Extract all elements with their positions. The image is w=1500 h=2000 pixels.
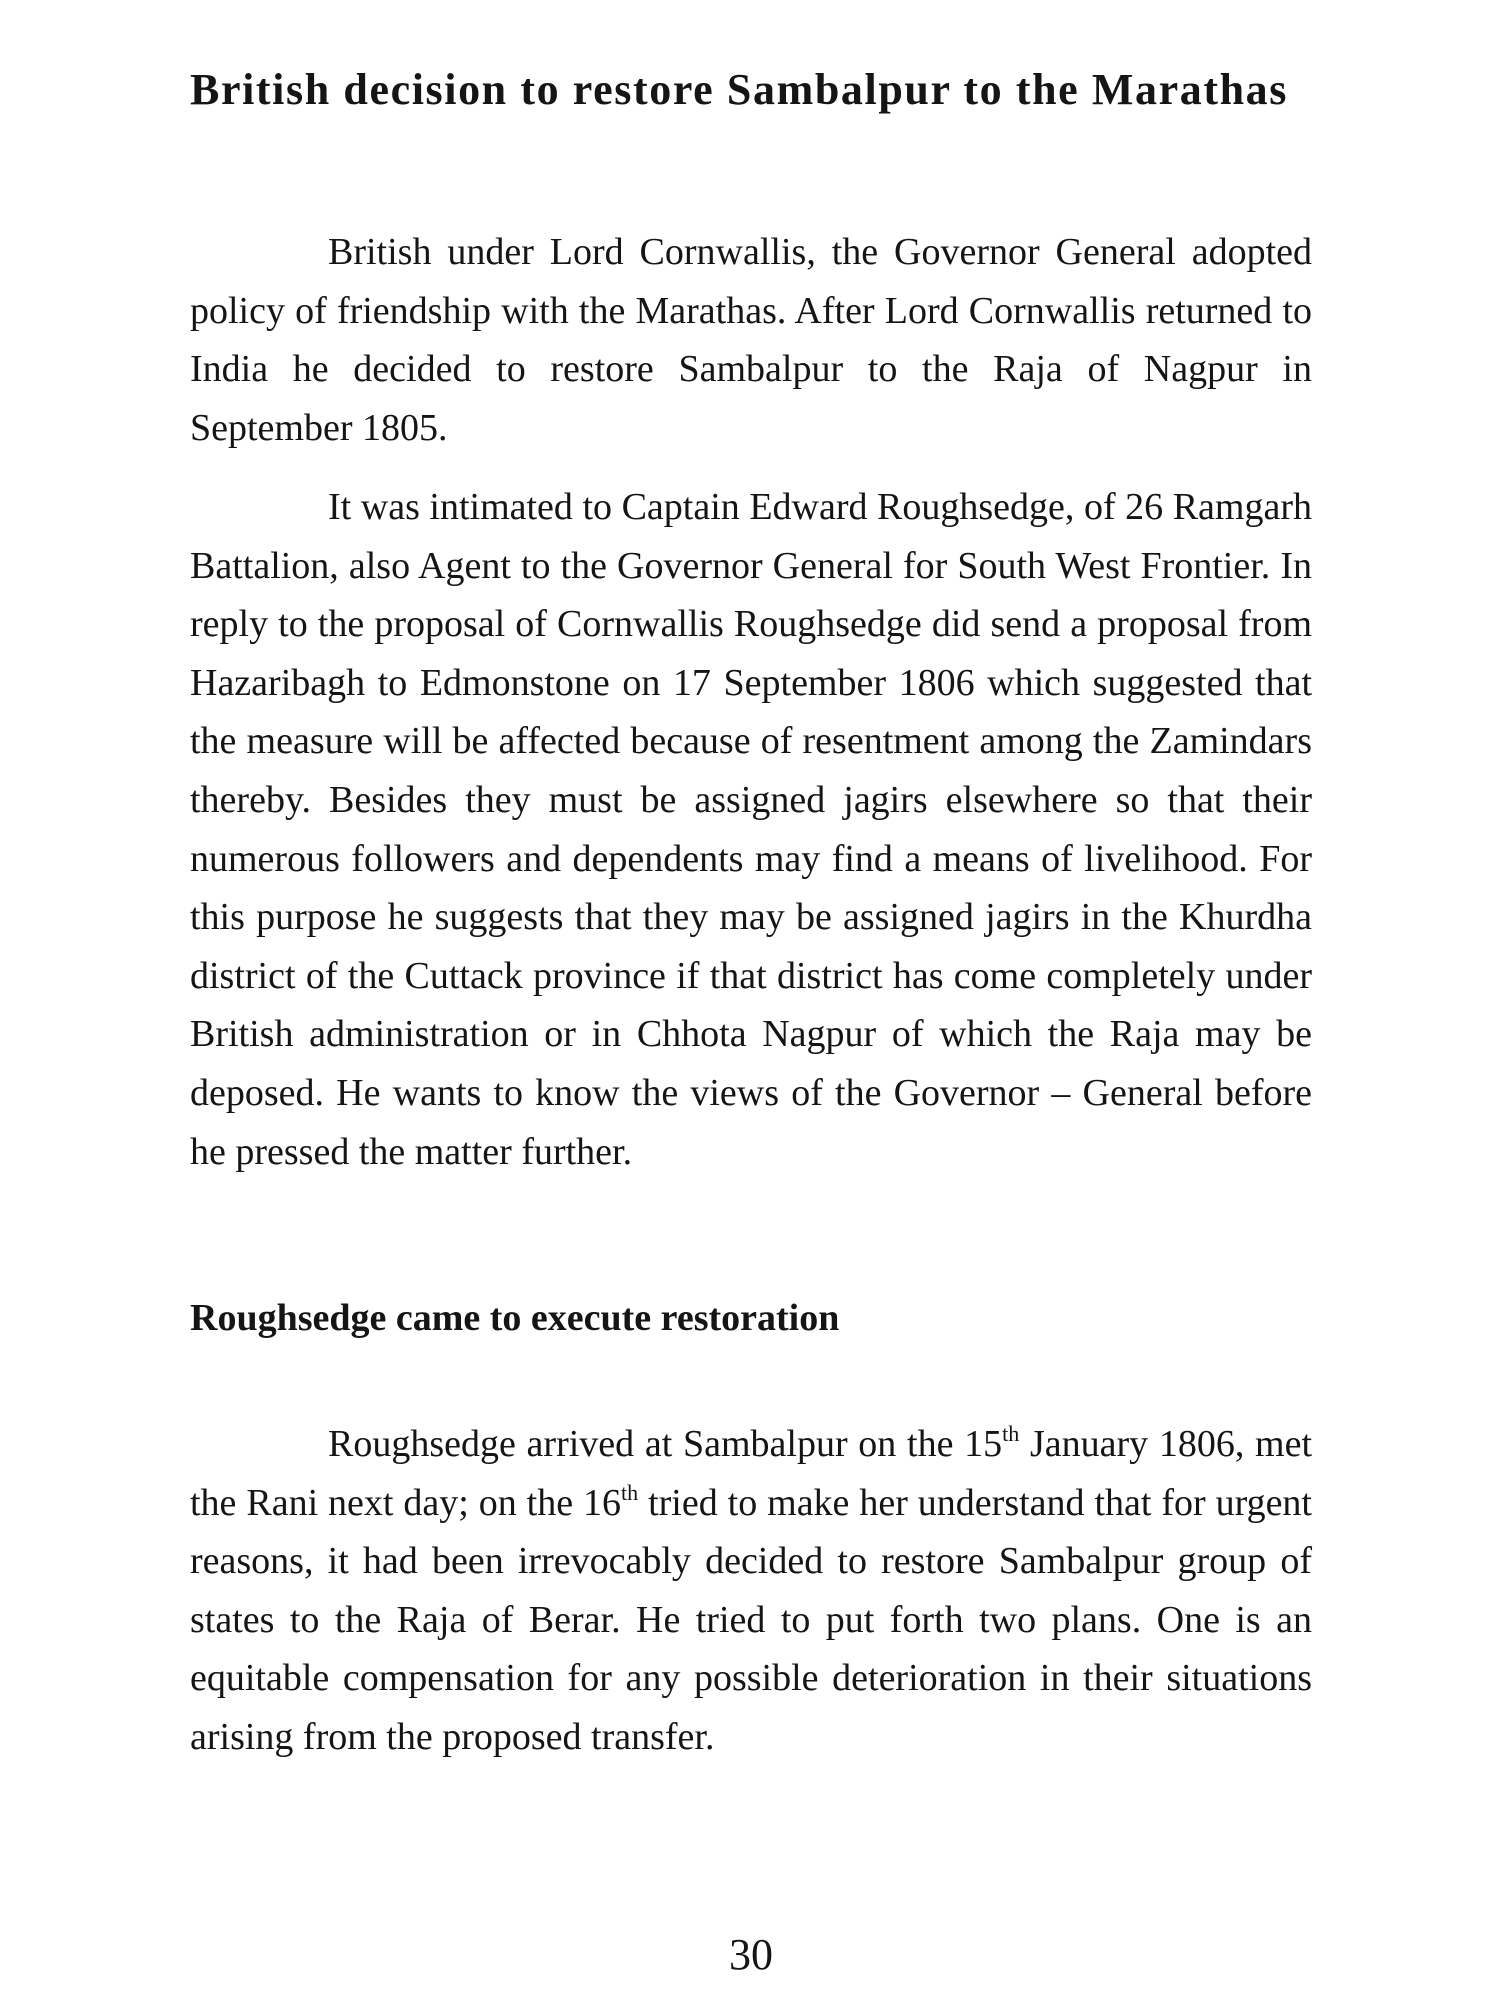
- paragraph-cornwallis-policy: British under Lord Cornwallis, the Governor General adopted policy of friendship with the Marathas. After Lord Cornwallis returned to India he decided to restore Sambalpur to the Raja of Nagpur in September 1805.: [190, 231, 1312, 449]
- ordinal-superscript: th: [621, 1479, 639, 1505]
- section-heading: British decision to restore Sambalpur to the Marathas: [190, 65, 1289, 114]
- subsection-heading: Roughsedge came to execute restoration: [190, 1297, 840, 1339]
- paragraph-text-part: January 1806, met the Rani next day; on the 16: [190, 1423, 1313, 1524]
- paragraph-text-part: tried to make her understand that for urgent reasons, it had been irrevocably decided to restore Sambalpur group of states to the Raja of Berar. He tried to put forth two plans. One is an equitable compensation for any possible deterioration in their situations arising from the proposed transfer.: [190, 1481, 1312, 1758]
- paragraph-roughsedge-proposal: It was intimated to Captain Edward Roughsedge, of 26 Ramgarh Battalion, also Agent to the Governor General for South West Frontier. In reply to the proposal of Cornwallis Roughsedge did send a proposal from Hazaribagh to Edmonstone on 17 September 1806 which suggested that the measure will be affected because of resentment among the Zamindars thereby. Besides they must be assigned jagirs elsewhere so that their numerous followers and dependents may find a means of livelihood. For this purpose he suggests that they may be assigned jagirs in the Khurdha district of the Cuttack province if that district has come completely under British administration or in Chhota Nagpur of which the Raja may be deposed. He wants to know the views of the Governor – General before he pressed the matter further.: [190, 486, 1312, 1173]
- ordinal-superscript: th: [1002, 1421, 1020, 1446]
- paragraph-text-part: Roughsedge arrived at Sambalpur on the 15: [328, 1423, 1003, 1465]
- paragraph-restoration: [190, 1415, 1312, 1767]
- document-page: [190, 0, 1312, 2000]
- page-number: 30: [729, 1930, 773, 1979]
